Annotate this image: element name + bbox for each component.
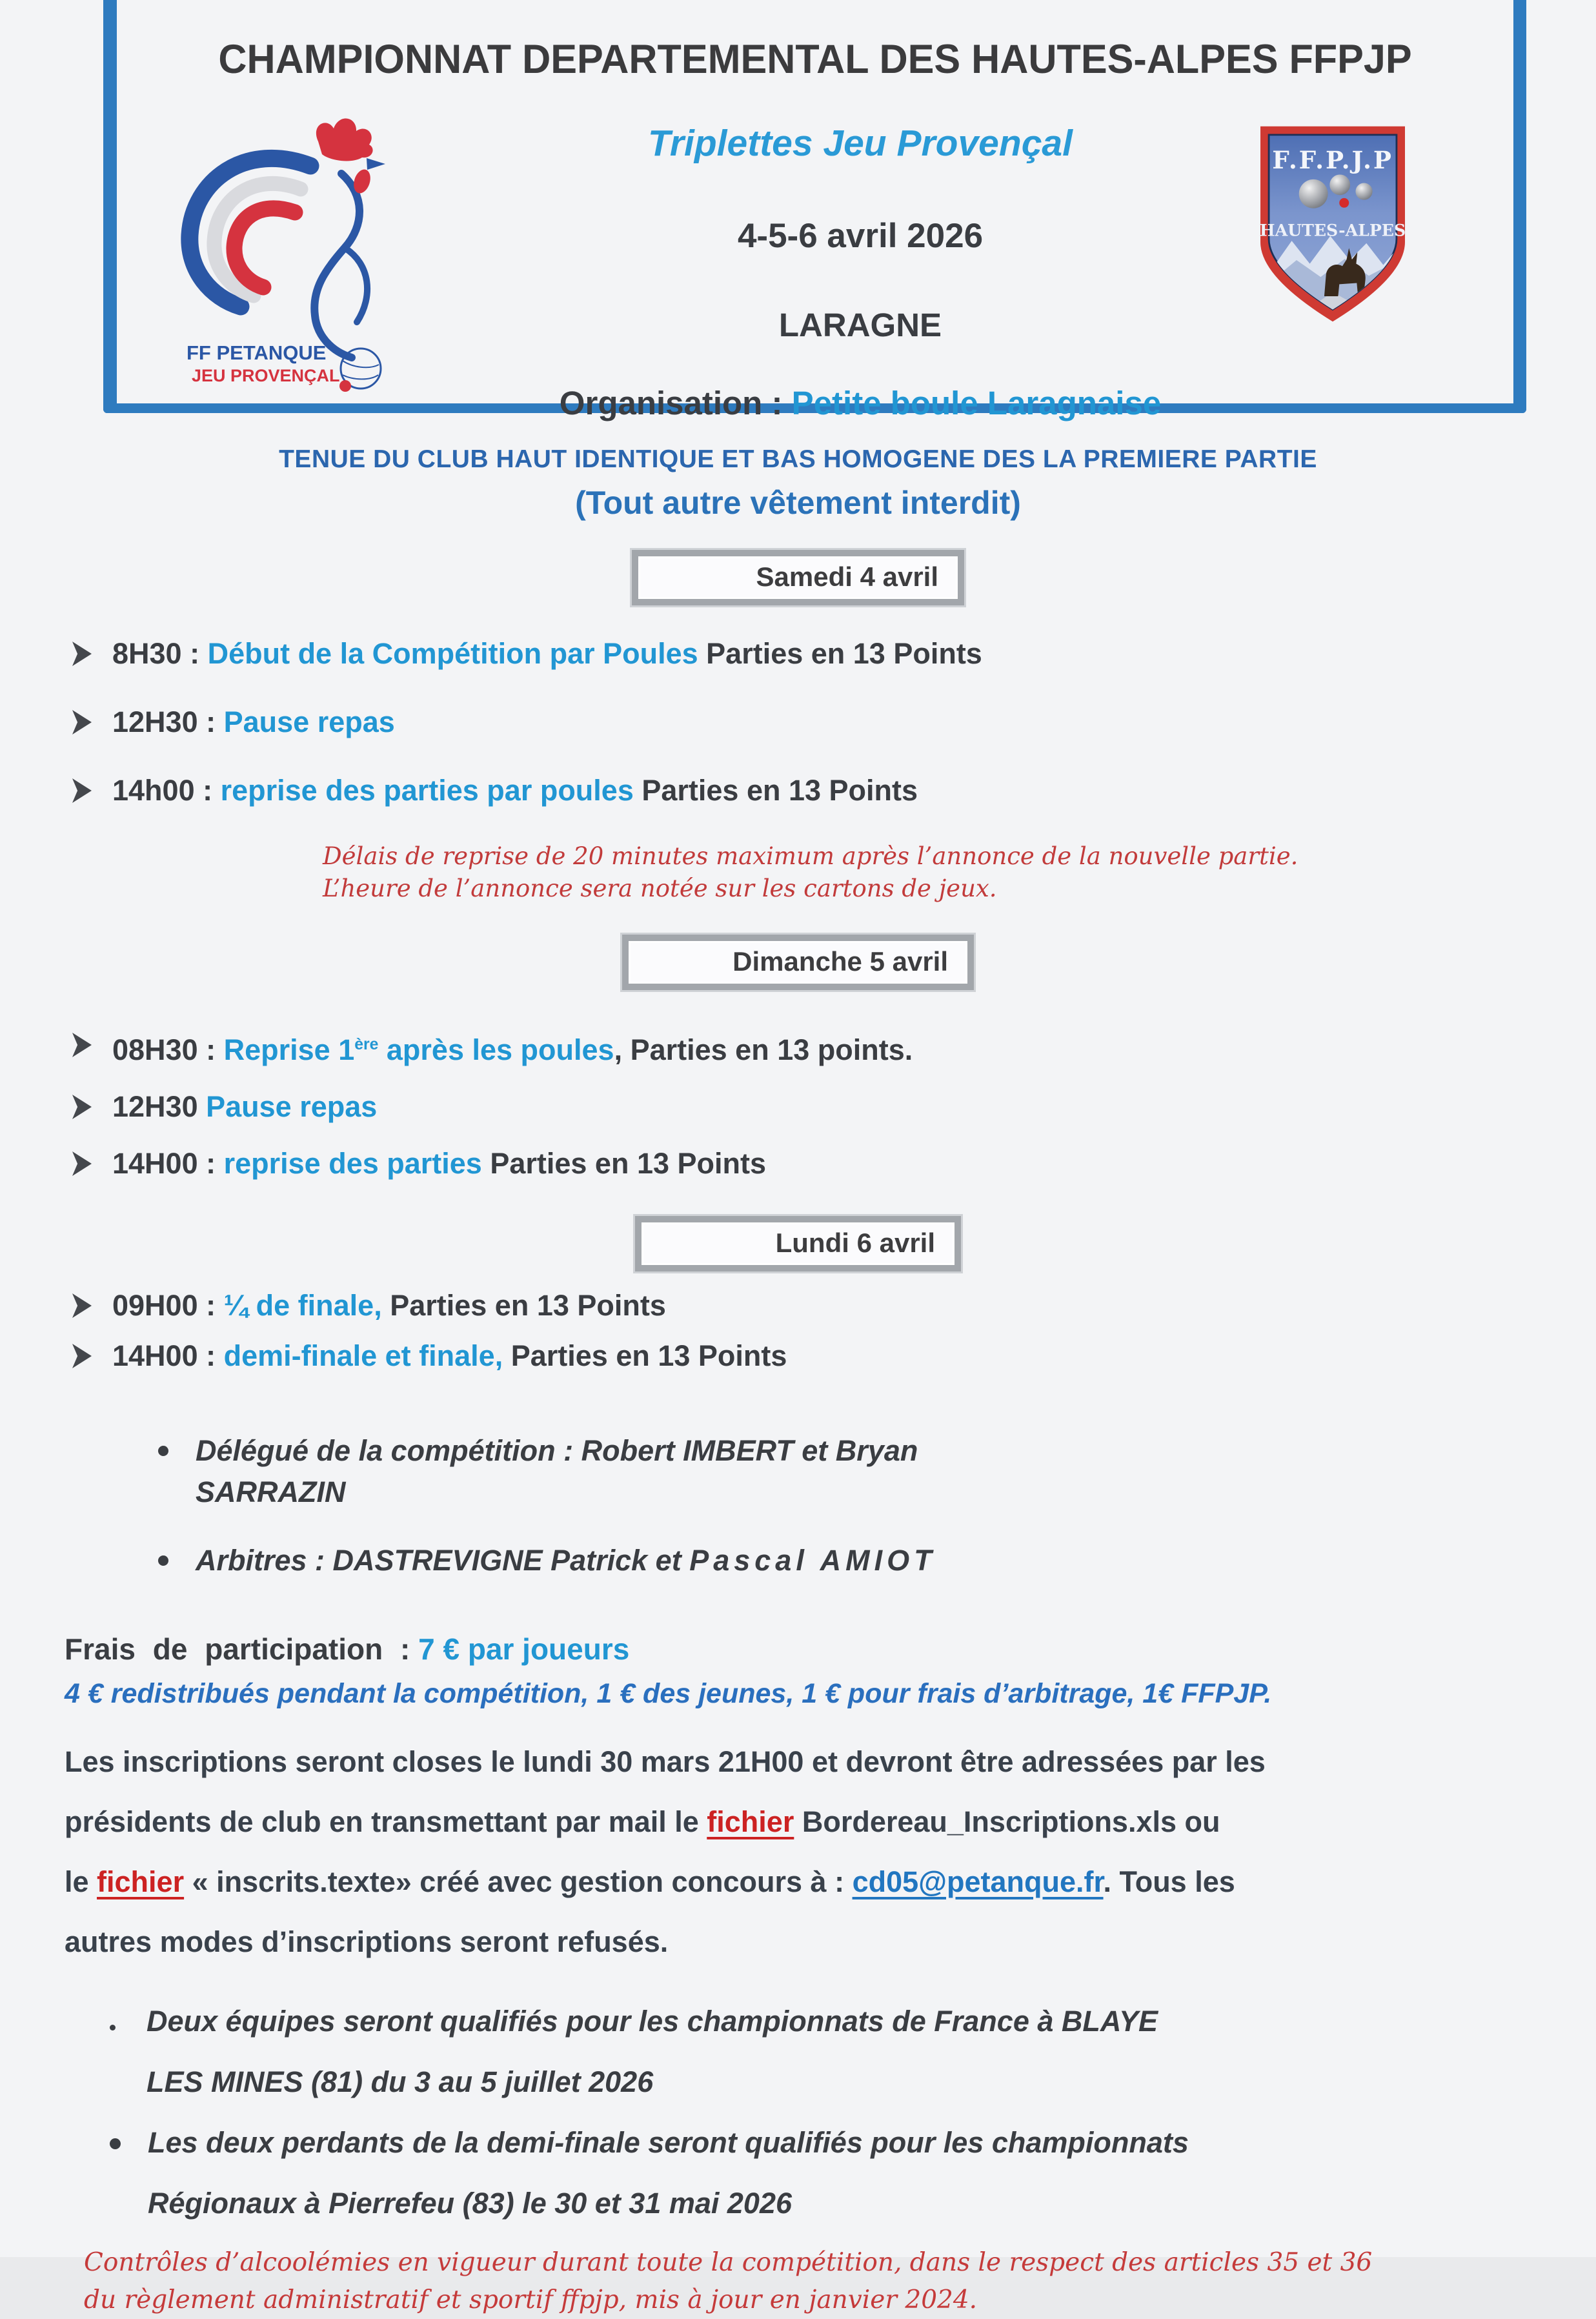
arrow-bullet-icon	[72, 778, 92, 803]
referees-item	[158, 1540, 1596, 1581]
fichier-link[interactable]: fichier	[97, 1865, 185, 1898]
dot-bullet-icon	[110, 2138, 121, 2149]
schedule-text: 14h00 : reprise des parties par poules Parties en 13 Points	[112, 774, 918, 807]
page-title: CHAMPIONNAT DEPARTEMENTAL DES HAUTES-ALPES FFPJP	[218, 37, 1412, 82]
event-subtitle: Triplettes Jeu Provençal	[648, 123, 1073, 164]
fees-section	[65, 1632, 1596, 1710]
hautes-alpes-badge	[1242, 88, 1513, 422]
schedule-text: 14H00 : demi-finale et finale, Parties en 13 Points	[112, 1339, 787, 1372]
schedule-text: 12H30 : Pause repas	[112, 705, 395, 738]
registration-line3: le fichier « inscrits.texte» créé avec gestion concours à : cd05@petanque.fr. Tous les	[65, 1865, 1235, 1898]
resume-delay-note: Délais de reprise de 20 minutes maximum après l’annonce de la nouvelle partie. L’heure de l’annonce sera notée sur les cartons de jeux.	[323, 842, 1298, 902]
dress-code-note: (Tout autre vêtement interdit)	[575, 485, 1021, 521]
schedule-dimanche	[72, 1026, 1596, 1182]
fees-breakdown: 4 € redistribués pendant la compétition, 1 € des jeunes, 1 € pour frais d’arbitrage, 1€ FFPJP.	[65, 1678, 1272, 1709]
badge-acronym: F.F.P.J.P	[1272, 146, 1393, 175]
schedule-item	[72, 635, 1596, 673]
organisation-label: Organisation :	[559, 385, 792, 421]
ffpjp-rooster-logo	[117, 88, 478, 422]
arrow-bullet-icon	[72, 1151, 92, 1176]
schedule-samedi	[72, 635, 1596, 809]
qualification-text: Les deux perdants de la demi-finale seront qualifiés pour les championnats Régionaux à Pierrefeu (83) le 30 et 31 mai 2026	[148, 2126, 1189, 2220]
day-label: Lundi 6 avril	[775, 1228, 935, 1258]
qualification-item	[110, 1991, 1596, 2112]
day-box-dimanche	[622, 935, 974, 990]
qualification-item	[110, 2112, 1596, 2234]
registration-line1: Les inscriptions seront closes le lundi 30 mars 21H00 et devront être adressées par les	[65, 1745, 1266, 1778]
badge-region: HAUTES-ALPES	[1259, 220, 1406, 240]
arrow-bullet-icon	[72, 710, 92, 734]
schedule-text: 14H00 : reprise des parties Parties en 13 Points	[112, 1147, 767, 1180]
delegate-item	[158, 1430, 1596, 1513]
registration-paragraph	[65, 1732, 1542, 1972]
header-row	[117, 88, 1513, 422]
arrow-bullet-icon	[72, 642, 92, 666]
schedule-lundi	[72, 1287, 1596, 1375]
organisation-value: Petite boule Laragnaise	[791, 385, 1162, 421]
qualifications-list	[110, 1991, 1596, 2234]
header-center	[478, 88, 1242, 422]
dot-bullet-icon	[158, 1555, 168, 1566]
delegate-text: Délégué de la compétition : Robert IMBERT et Bryan SARRAZIN	[196, 1434, 918, 1508]
dress-code-line: TENUE DU CLUB HAUT IDENTIQUE ET BAS HOMOGENE DES LA PREMIERE PARTIE	[279, 445, 1317, 473]
arrow-bullet-icon	[72, 1095, 92, 1119]
rooster-icon	[149, 101, 472, 405]
schedule-text: 08H30 : Reprise 1ère après les poules, Parties en 13 points.	[112, 1033, 913, 1066]
dot-bullet-icon	[158, 1446, 168, 1456]
day-box-samedi	[632, 550, 964, 605]
fees-value: 7 € par joueurs	[410, 1632, 630, 1666]
schedule-item	[72, 1287, 1596, 1324]
logo-text-ff-petanque: FF PETANQUE	[187, 341, 327, 364]
logo-text-jeu-provencal: JEU PROVENÇAL	[192, 366, 340, 385]
arrow-bullet-icon	[72, 1293, 92, 1318]
small-dot-bullet-icon	[110, 2025, 116, 2030]
arrow-bullet-icon	[72, 1344, 92, 1368]
referees-text: Arbitres : DASTREVIGNE Patrick et Pascal AMIOT	[196, 1544, 936, 1577]
day-label: Samedi 4 avril	[756, 562, 938, 592]
event-location: LARAGNE	[778, 307, 942, 343]
schedule-text: 12H30 Pause repas	[112, 1090, 378, 1123]
organisation-line	[478, 384, 1242, 422]
schedule-text: 8H30 : Début de la Compétition par Poules Parties en 13 Points	[112, 637, 982, 670]
schedule-item	[72, 1088, 1596, 1126]
schedule-item	[72, 1145, 1596, 1182]
schedule-text: 09H00 : ¼ de finale, Parties en 13 Points	[112, 1289, 666, 1322]
day-box-lundi	[635, 1216, 961, 1271]
event-dates: 4-5-6 avril 2026	[737, 217, 984, 255]
fichier-link[interactable]: fichier	[707, 1805, 794, 1838]
schedule-item	[72, 1337, 1596, 1375]
arrow-bullet-icon	[72, 1033, 92, 1057]
schedule-item	[72, 1026, 1596, 1069]
fees-line	[65, 1632, 1596, 1666]
alcohol-control-note: Contrôles d’alcoolémies en vigueur durant toute la compétition, dans le respect des articles 35 et 36 du règlement administratif et sportif ffpjp, mis à jour en janvier 2024.	[84, 2248, 1373, 2314]
email-link[interactable]: cd05@petanque.fr	[852, 1865, 1104, 1898]
header-box	[103, 0, 1526, 421]
day-label: Dimanche 5 avril	[732, 946, 948, 977]
fees-label: Frais de participation :	[65, 1632, 410, 1666]
qualification-text: Deux équipes seront qualifiés pour les championnats de France à BLAYE LES MINES (81) du 3 au 5 juillet 2026	[146, 2005, 1158, 2098]
registration-line4: autres modes d’inscriptions seront refusés.	[65, 1925, 669, 1958]
schedule-item	[72, 772, 1596, 809]
schedule-item	[72, 704, 1596, 741]
registration-line2: présidents de club en transmettant par mail le fichier Bordereau_Inscriptions.xls ou	[65, 1805, 1220, 1838]
officials-list	[158, 1430, 1596, 1581]
shield-badge-icon	[1242, 111, 1423, 337]
